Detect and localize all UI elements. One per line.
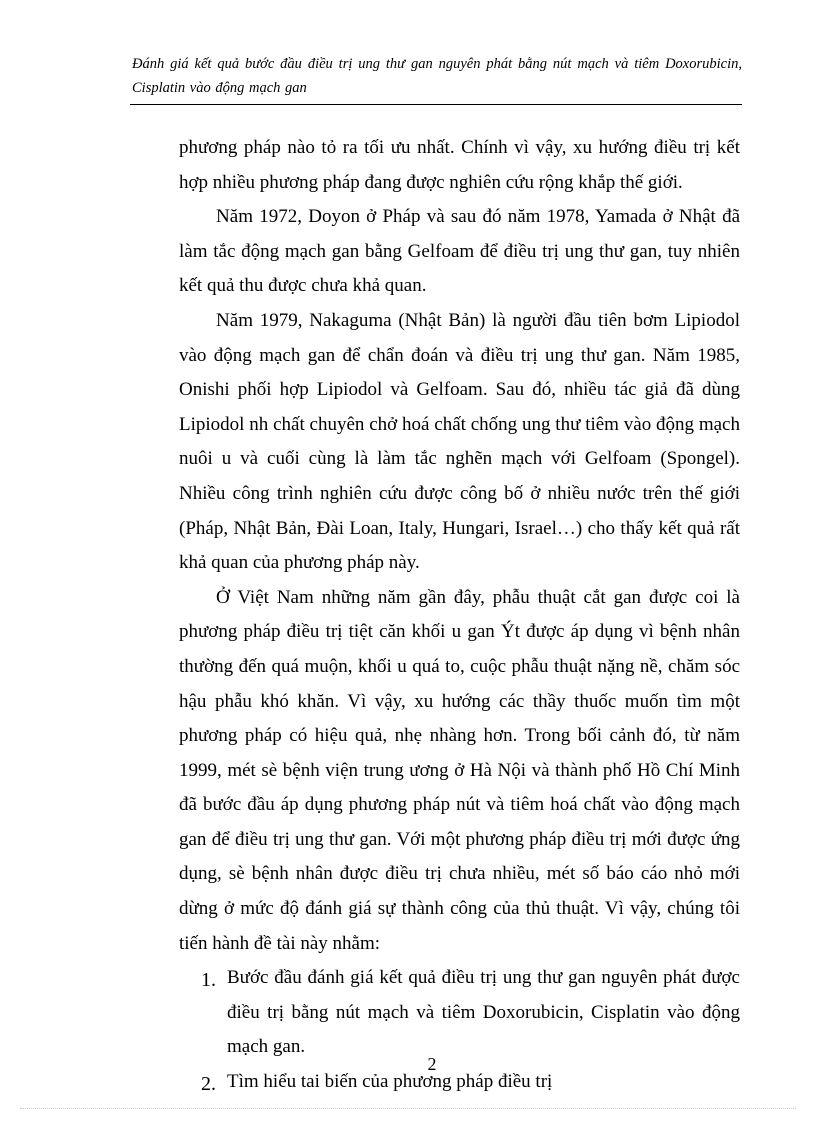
body-text xyxy=(179,131,740,1100)
objective-item xyxy=(201,961,740,1065)
objective-text: Tìm hiểu tai biến của phương pháp điều trị xyxy=(227,1071,553,1093)
page-bottom-edge xyxy=(20,1108,796,1109)
paragraph-nakaguma-lipiodol: Năm 1979, Nakaguma (Nhật Bản) là người đầu tiên bơm Lipiodol vào động mạch gan để chẩn đoán và điều trị ung thư gan. Năm 1985, Onishi phối hợp Lipiodol và Gelfoam. Sau đó, nhiều tác giả đã dùng Lipiodol nh chất chuyên chở hoá chất chống ung thư tiêm vào động mạch nuôi u và cuối cùng là làm tắc nghẽn mạch với Gelfoam (Spongel). Nhiều công trình nghiên cứu được công bố ở nhiều nước trên thế giới (Pháp, Nhật Bản, Đài Loan, Italy, Hungari, Israel…) cho thấy kết quả rất khả quan của phương pháp này. xyxy=(179,309,740,574)
header-divider xyxy=(130,104,742,105)
paragraph-continuation: phương pháp nào tỏ ra tối ưu nhất. Chính vì vậy, xu hướng điều trị kết hợp nhiều phương pháp đang được nghiên cứu rộng khắp thế giới. xyxy=(179,137,740,193)
page-number: 2 xyxy=(427,1054,437,1074)
objective-text: Bước đầu đánh giá kết quả điều trị ung thư gan nguyên phát được điều trị bằng nút mạch và tiêm Doxorubicin, Cisplatin vào động mạch gan. xyxy=(227,967,740,1058)
objectives-list xyxy=(179,961,740,1099)
paragraph-doyon-yamada: Năm 1972, Doyon ở Pháp và sau đó năm 1978, Yamada ở Nhật đã làm tắc động mạch gan bằng Gelfoam để điều trị ung thư gan, tuy nhiên kết quả thu được chưa khả quan. xyxy=(179,206,740,297)
objective-number: 2. xyxy=(201,1073,216,1096)
paragraph-vietnam-context: Ở Việt Nam những năm gần đây, phẫu thuật cắt gan được coi là phương pháp điều trị tiệt căn khối u gan Ýt được áp dụng vì bệnh nhân thường đến quá muộn, khối u quá to, cuộc phẫu thuật nặng nề, chăm sóc hậu phẫu khó khăn. Vì vậy, xu hướng các thầy thuốc muốn tìm một phương pháp có hiệu quả, nhẹ nhàng hơn. Trong bối cảnh đó, từ năm 1999, mét sè bệnh viện trung ương ở Hà Nội và thành phố Hồ Chí Minh đã bước đầu áp dụng phương pháp nút và tiêm hoá chất vào động mạch gan để điều trị ung thư gan. Với một phương pháp điều trị mới được ứng dụng, sè bệnh nhân được điều trị chưa nhiều, mét số báo cáo nhỏ mới dừng ở mức độ đánh giá sự thành công của thủ thuật. Vì vậy, chúng tôi tiến hành đề tài này nhằm: xyxy=(179,586,740,954)
running-header-title: Đánh giá kết quả bước đầu điều trị ung thư gan nguyên phát bằng nút mạch và tiêm Doxorubicin, Cisplatin vào động mạch gan xyxy=(132,56,742,96)
objective-number: 1. xyxy=(201,969,216,992)
